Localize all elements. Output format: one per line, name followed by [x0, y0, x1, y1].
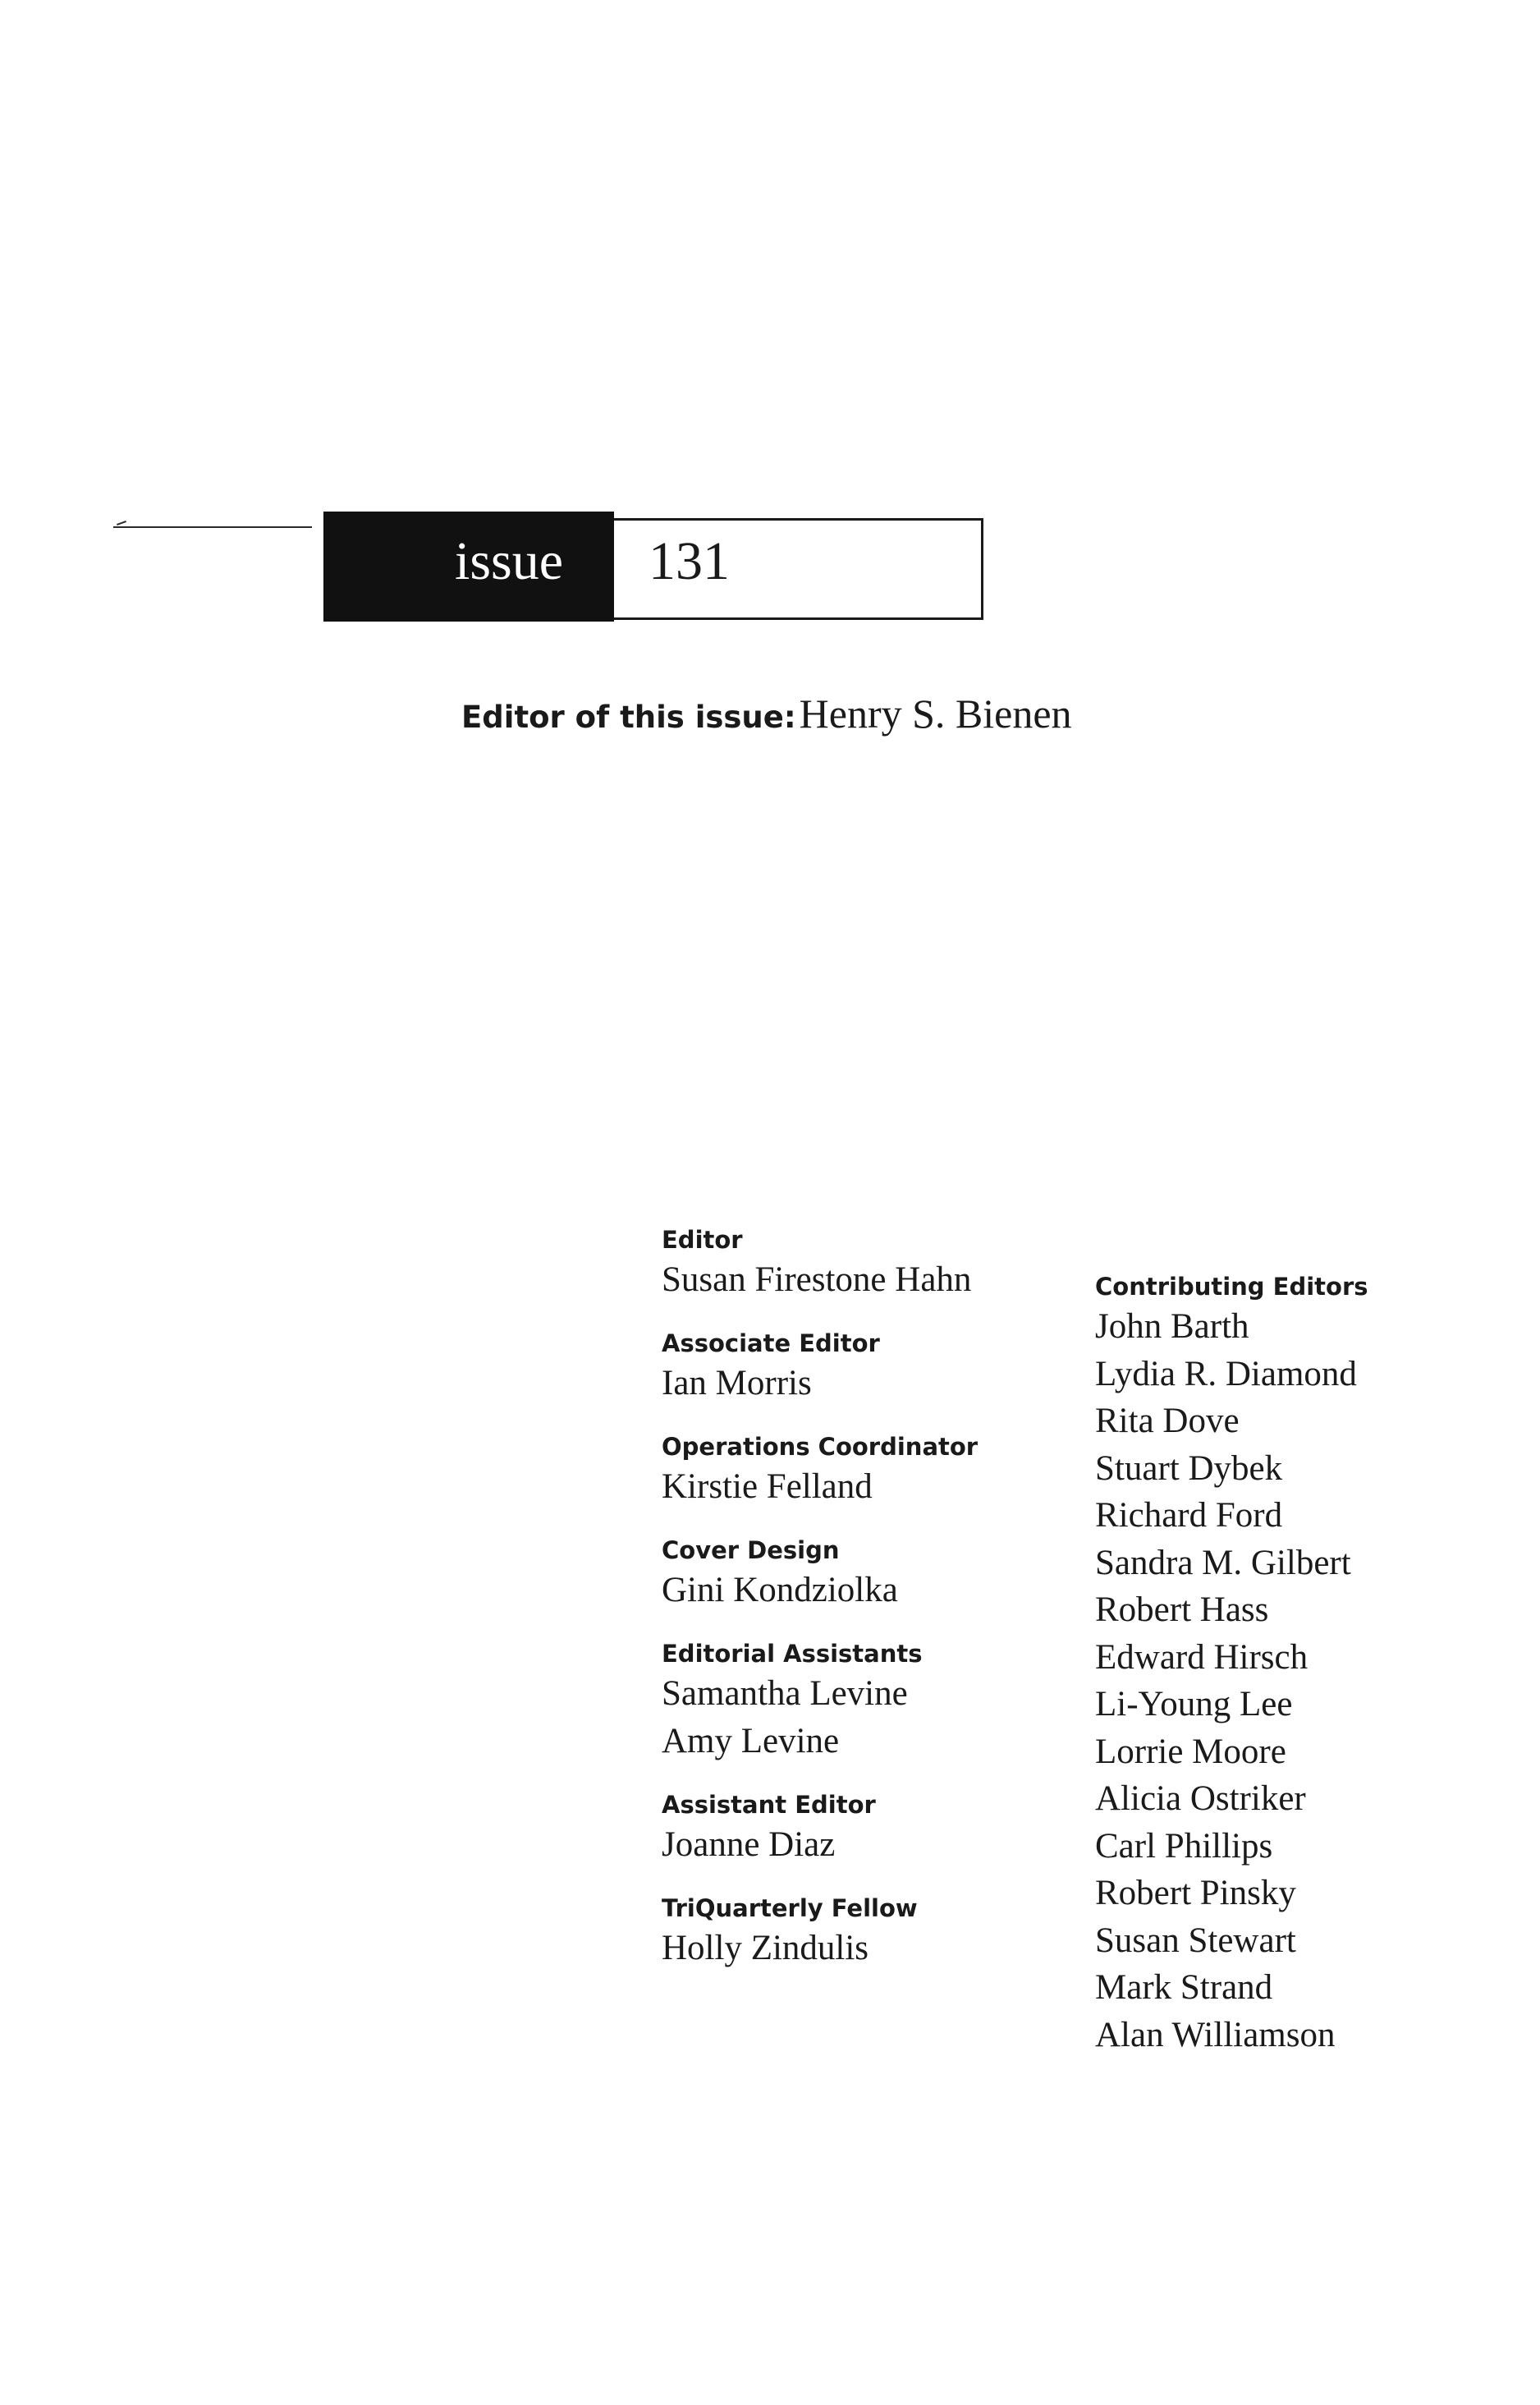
issue-editor-label: Editor of this issue:	[461, 700, 796, 735]
masthead-right-column	[1095, 1270, 1368, 2058]
role-label: Cover Design	[662, 1536, 840, 1564]
contributing-editor-name: Mark Strand	[1095, 1968, 1273, 2007]
contributing-editor-name: Carl Phillips	[1095, 1826, 1273, 1866]
role-label: Editorial Assistants	[662, 1640, 923, 1668]
masthead-group-editorial-assistants	[662, 1637, 978, 1765]
role-label: TriQuarterly Fellow	[662, 1894, 918, 1922]
issue-banner	[323, 512, 987, 622]
contributing-editor-name: Lydia R. Diamond	[1095, 1354, 1357, 1393]
staff-name: Samantha Levine	[662, 1674, 908, 1713]
leader-rule-tick	[117, 521, 126, 526]
staff-name: Joanne Diaz	[662, 1825, 836, 1864]
staff-name: Ian Morris	[662, 1364, 812, 1402]
masthead-left-column	[662, 1223, 978, 1995]
contributing-editor-name: Alicia Ostriker	[1095, 1779, 1306, 1818]
contributing-editor-name: Richard Ford	[1095, 1496, 1283, 1535]
staff-name: Susan Firestone Hahn	[662, 1260, 972, 1299]
staff-name: Kirstie Felland	[662, 1467, 873, 1506]
contributing-editor-name: Robert Hass	[1095, 1590, 1269, 1629]
staff-name: Amy Levine	[662, 1722, 840, 1760]
contributing-editor-name: Robert Pinsky	[1095, 1874, 1296, 1912]
role-label: Editor	[662, 1226, 743, 1254]
contributing-editor-name: Sandra M. Gilbert	[1095, 1543, 1351, 1582]
masthead-group-operations-coordinator	[662, 1430, 978, 1511]
leader-rule	[113, 526, 312, 528]
contributing-editor-name: Lorrie Moore	[1095, 1732, 1286, 1771]
role-label: Associate Editor	[662, 1329, 880, 1357]
role-label: Operations Coordinator	[662, 1433, 979, 1461]
contributing-editor-name: Edward Hirsch	[1095, 1637, 1309, 1677]
masthead-group-editor	[662, 1223, 978, 1304]
contributing-editor-name: Li-Young Lee	[1095, 1685, 1293, 1723]
issue-editor-name: Henry S. Bienen	[799, 691, 1072, 737]
role-label: Contributing Editors	[1095, 1273, 1368, 1301]
contributing-editor-name: Rita Dove	[1095, 1402, 1240, 1440]
issue-word: issue	[455, 531, 563, 591]
issue-editor-line	[461, 690, 1072, 737]
masthead-group-triquarterly-fellow	[662, 1892, 978, 1972]
contributing-editor-name: Alan Williamson	[1095, 2015, 1336, 2054]
staff-name: Gini Kondziolka	[662, 1571, 898, 1609]
staff-name: Holly Zindulis	[662, 1929, 869, 1967]
masthead-group-associate-editor	[662, 1327, 978, 1407]
contributing-editor-name: Susan Stewart	[1095, 1921, 1296, 1960]
contributing-editor-name: John Barth	[1095, 1307, 1249, 1346]
contributing-editor-name: Stuart Dybek	[1095, 1448, 1283, 1488]
role-label: Assistant Editor	[662, 1791, 876, 1819]
masthead-group-cover-design	[662, 1534, 978, 1614]
issue-number: 131	[649, 531, 730, 591]
masthead-group-assistant-editor	[662, 1788, 978, 1869]
